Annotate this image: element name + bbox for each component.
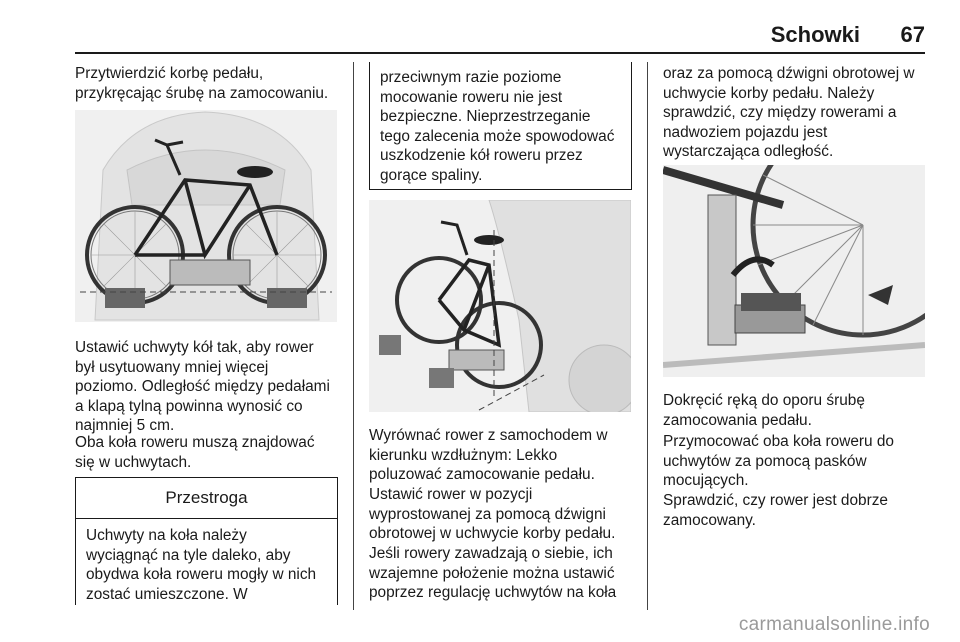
col2-paragraph-1: Wyrównać rower z samochodem w kierunku wzdłużnym: Lekko poluzować zamocowanie pedału. <box>369 427 608 483</box>
caution-text: Uchwyty na koła należy wyciągnąć na tyle daleko, aby obydwa koła roweru mogły w nich zostać umieszczone. W <box>86 527 317 603</box>
caution-box <box>75 477 338 605</box>
header-rule <box>75 52 925 54</box>
col3-paragraph-4: Sprawdzić, czy rower jest dobrze zamocowany. <box>663 492 888 529</box>
caution-box-continued <box>369 62 632 190</box>
section-title: Schowki <box>770 22 860 47</box>
page-number: 67 <box>900 22 925 47</box>
column-divider-2 <box>647 62 648 610</box>
col3-paragraph-3: Przymocować oba koła roweru do uchwytów za pomocą pasków mocujących. <box>663 433 894 489</box>
col3-paragraph-2: Dokręcić ręką do oporu śrubę zamocowania pedału. <box>663 392 865 429</box>
bike-carrier-rear-view-illustration <box>75 110 337 322</box>
column-divider-1 <box>353 62 354 610</box>
col3-paragraph-1: oraz za pomocą dźwigni obrotowej w uchwycie korby pedału. Należy sprawdzić, czy między rowerami a nadwoziem pojazdu jest wystarczająca odległość. <box>663 65 915 160</box>
col1-paragraph-2: Ustawić uchwyty kół tak, aby rower był usytuowany mniej więcej poziomo. Odległość między pedałami a klapą tylną powinna wynosić co najmniej 5 cm. <box>75 339 330 434</box>
col2-paragraph-2: Ustawić rower w pozycji wyprostowanej za pomocą dźwigni obrotowej w uchwycie korby pedału. <box>369 486 616 542</box>
watermark: carmanualsonline.info <box>738 614 930 635</box>
caution-title: Przestroga <box>76 478 337 519</box>
caution-continued-text: przeciwnym razie poziome mocowanie roweru nie jest bezpieczne. Nieprzestrzeganie tego zalecenia może spowodować uszkodzenie kół roweru przez gorące spaliny. <box>380 69 615 184</box>
col1-paragraph-3: Oba koła roweru muszą znajdować się w uchwytach. <box>75 434 315 471</box>
col2-paragraph-3: Jeśli rowery zawadzają o siebie, ich wzajemne położenie można ustawić poprzez regulację uchwytów na koła <box>369 545 617 601</box>
bike-alignment-side-view-illustration <box>369 200 631 412</box>
col1-paragraph-1: Przytwierdzić korbę pedału, przykręcając śrubę na zamocowaniu. <box>75 65 329 102</box>
pedal-clamp-detail-illustration <box>663 165 925 377</box>
